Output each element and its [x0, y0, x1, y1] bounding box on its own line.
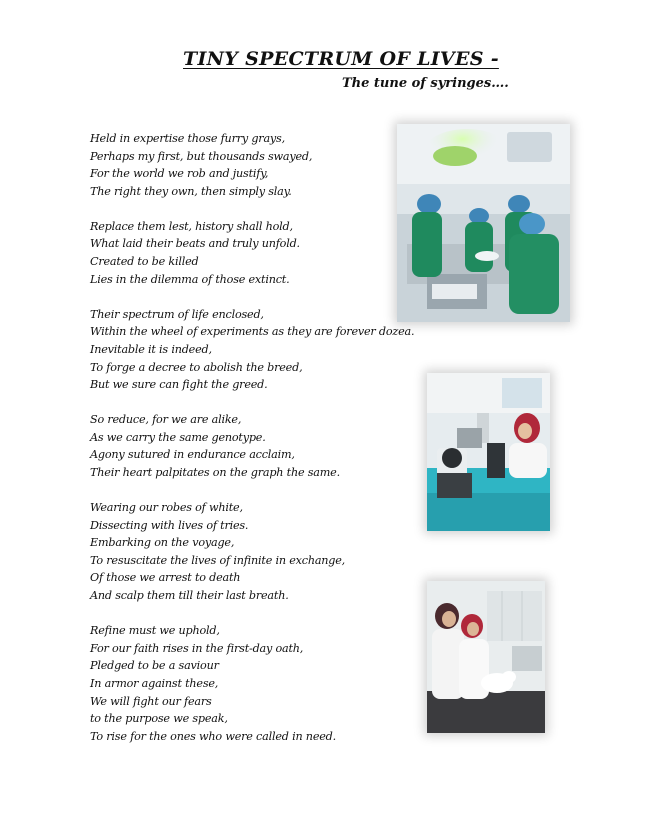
poem-line: To forge a decree to abolish the breed, — [90, 360, 303, 374]
poem-line: Dissecting with lives of tries. — [90, 518, 249, 532]
photo-microscope-lab — [427, 373, 550, 531]
poem-line: Agony sutured in endurance acclaim, — [90, 448, 295, 462]
poem-line: Held in expertise those furry grays, — [90, 132, 285, 145]
poem-line: Inevitable it is indeed, — [90, 342, 212, 356]
stanza-1 — [90, 130, 420, 200]
poem-line: Their spectrum of life enclosed, — [90, 307, 264, 321]
stanza-6 — [90, 622, 420, 745]
poem-line: Perhaps my first, but thousands swayed, — [90, 149, 313, 163]
poem-line: Replace them lest, history shall hold, — [90, 219, 293, 233]
poem-line: Pledged to be a saviour — [90, 659, 219, 673]
poem-line: Lies in the dilemma of those extinct. — [90, 272, 290, 286]
poem-line: In armor against these, — [90, 676, 219, 690]
poem-line: Of those we arrest to death — [90, 571, 241, 585]
poem-body — [90, 130, 420, 763]
poem-line: Within the wheel of experiments as they are forever dozea. — [90, 325, 415, 339]
poem-line: Refine must we uphold, — [90, 624, 220, 638]
poem-line: to the purpose we speak, — [90, 712, 228, 726]
photo-animal-lab — [427, 581, 545, 733]
poem-line: So reduce, for we are alike, — [90, 413, 242, 427]
poem-line: The right they own, then simply slay. — [90, 184, 292, 198]
poem-line: For the world we rob and justify, — [90, 167, 269, 181]
poem-line: Wearing our robes of white, — [90, 501, 243, 515]
poem-line: We will fight our fears — [90, 694, 212, 708]
poem-line: For our faith rises in the first-day oath, — [90, 641, 304, 655]
stanza-2 — [90, 218, 420, 288]
poem-line: But we sure can fight the greed. — [90, 378, 268, 392]
stanza-4 — [90, 411, 420, 481]
poem-line: Created to be killed — [90, 255, 199, 269]
stanza-5 — [90, 499, 420, 605]
poem-line: Their heart palpitates on the graph the same. — [90, 466, 340, 479]
poem-line: To resuscitate the lives of infinite in exchange, — [90, 553, 346, 567]
poem-line: And scalp them till their last breath. — [90, 589, 289, 603]
poem-title: TINY SPECTRUM OF LIVES - — [183, 48, 499, 70]
poem-line: To rise for the ones who were called in need. — [90, 729, 336, 743]
poem-subtitle: The tune of syringes…. — [342, 76, 509, 91]
poem-line: As we carry the same genotype. — [90, 430, 266, 444]
stanza-3 — [90, 306, 420, 394]
photo-surgery-lab — [397, 124, 570, 322]
poem-line: Embarking on the voyage, — [90, 536, 235, 550]
poem-line: What laid their beats and truly unfold. — [90, 237, 300, 251]
